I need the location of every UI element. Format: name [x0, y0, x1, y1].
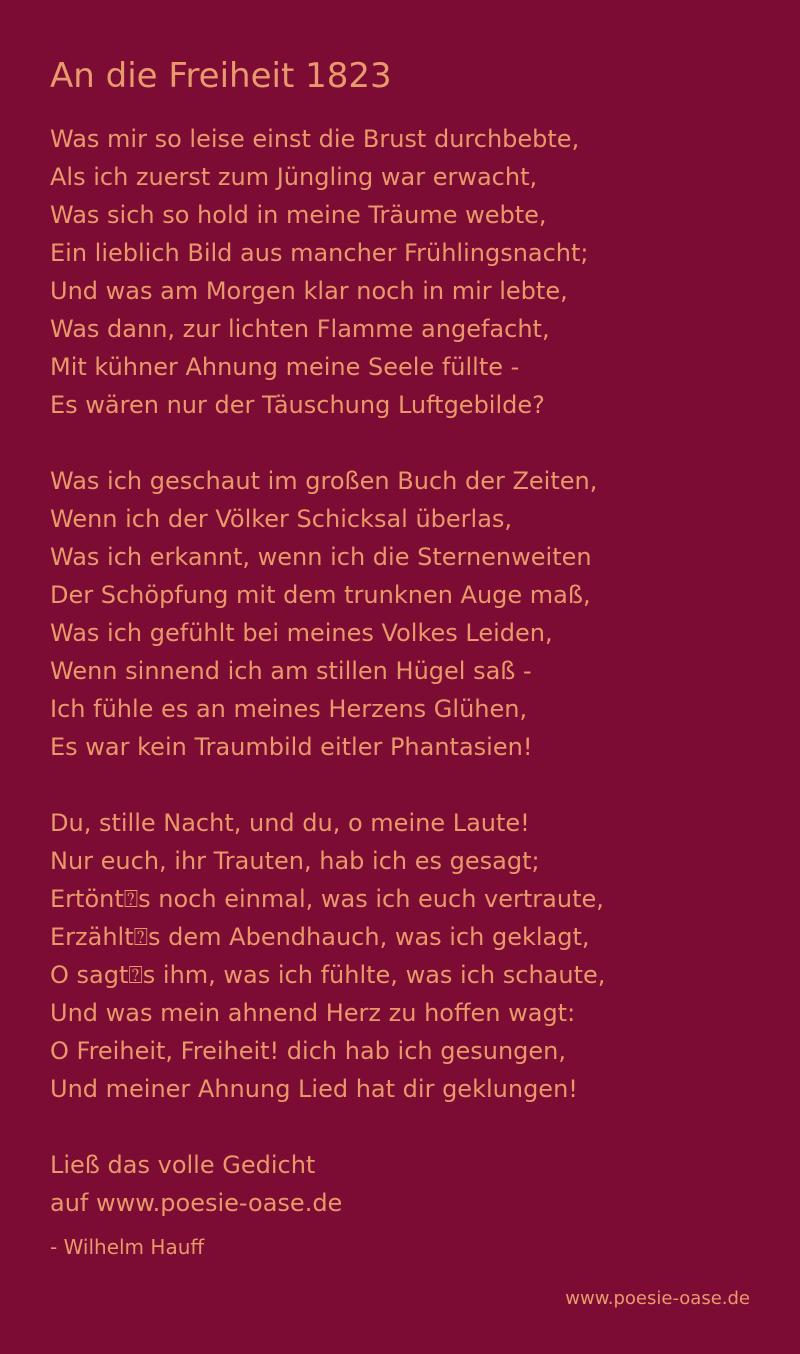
poem-line: Es war kein Traumbild eitler Phantasien!	[50, 733, 533, 761]
poem-line: Was ich geschaut im großen Buch der Zeiten,	[50, 467, 598, 495]
poem-line: Und was mein ahnend Herz zu hoffen wagt:	[50, 999, 576, 1027]
poem-line: Und was am Morgen klar noch in mir lebte,	[50, 277, 568, 305]
poem-page	[50, 54, 770, 1262]
poem-line: Was ich gefühlt bei meines Volkes Leiden,	[50, 619, 553, 647]
poem-title: An die Freiheit 1823	[50, 56, 392, 96]
full-poem-note-line: Ließ das volle Gedicht	[50, 1151, 316, 1179]
poem-line: Ertönt⍰s noch einmal, was ich euch vertraute,	[50, 885, 604, 913]
full-poem-note-url: auf www.poesie-oase.de	[50, 1189, 343, 1217]
author: - Wilhelm Hauff	[50, 1235, 205, 1259]
poem-line: Als ich zuerst zum Jüngling war erwacht,	[50, 163, 538, 191]
poem-line: Erzählt⍰s dem Abendhauch, was ich geklagt,	[50, 923, 590, 951]
poem-line: Was ich erkannt, wenn ich die Sternenweiten	[50, 543, 592, 571]
poem-line: O Freiheit, Freiheit! dich hab ich gesungen,	[50, 1037, 566, 1065]
poem-line: Und meiner Ahnung Lied hat dir geklungen!	[50, 1075, 578, 1103]
poem-line: O sagt⍰s ihm, was ich fühlte, was ich schaute,	[50, 961, 606, 989]
stanza-2	[50, 462, 770, 766]
footer-url: www.poesie-oase.de	[565, 1288, 750, 1309]
poem-line: Mit kühner Ahnung meine Seele füllte -	[50, 353, 520, 381]
full-poem-note	[50, 1146, 770, 1222]
poem-line: Wenn sinnend ich am stillen Hügel saß -	[50, 657, 532, 685]
poem-line: Wenn ich der Völker Schicksal überlas,	[50, 505, 513, 533]
stanza-3	[50, 804, 770, 1108]
poem-line: Was dann, zur lichten Flamme angefacht,	[50, 315, 550, 343]
poem-line: Nur euch, ihr Trauten, hab ich es gesagt;	[50, 847, 540, 875]
poem-line: Es wären nur der Täuschung Luftgebilde?	[50, 391, 545, 419]
poem-line: Was mir so leise einst die Brust durchbebte,	[50, 125, 580, 153]
stanza-1	[50, 120, 770, 424]
poem-line: Ein lieblich Bild aus mancher Frühlingsnacht;	[50, 239, 589, 267]
poem-line: Was sich so hold in meine Träume webte,	[50, 201, 547, 229]
poem-line: Du, stille Nacht, und du, o meine Laute!	[50, 809, 530, 837]
poem-line: Der Schöpfung mit dem trunknen Auge maß,	[50, 581, 591, 609]
poem-line: Ich fühle es an meines Herzens Glühen,	[50, 695, 528, 723]
